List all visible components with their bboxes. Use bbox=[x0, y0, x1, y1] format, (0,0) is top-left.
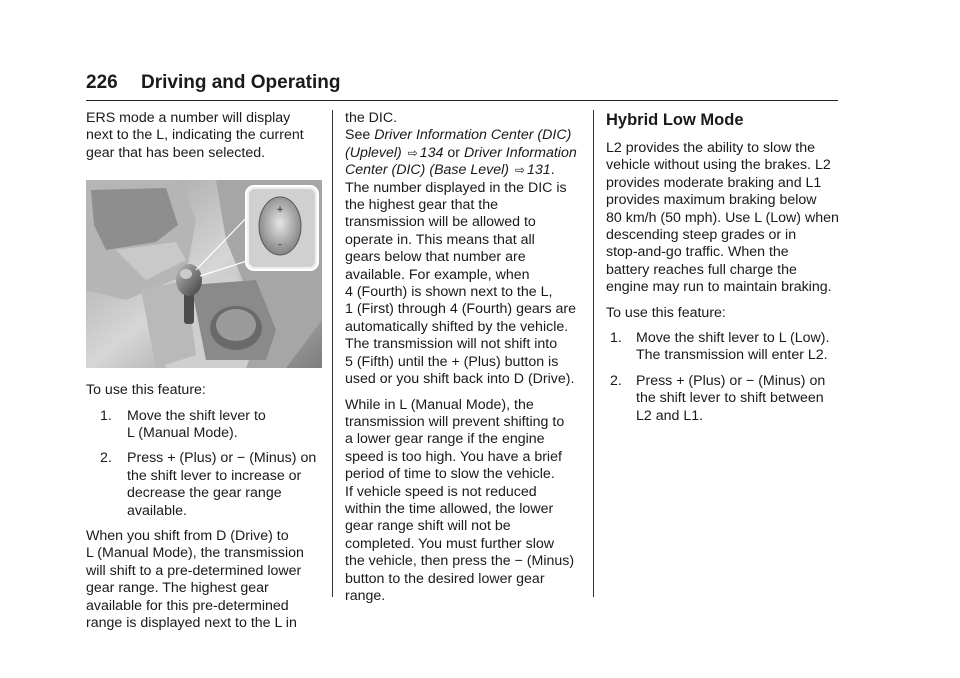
page-number: 226 bbox=[86, 72, 118, 93]
text-line: the shift lever to increase or bbox=[127, 467, 302, 484]
text-line: vehicle without using the brakes. L2 bbox=[606, 157, 831, 174]
text-line: engine may run to maintain braking. bbox=[606, 279, 832, 296]
text-line: the vehicle, then press the − (Minus) bbox=[345, 553, 575, 570]
text-line: Move the shift lever to bbox=[127, 407, 266, 424]
text-line: period of time to slow the vehicle. bbox=[345, 466, 555, 483]
use-feature-label: To use this feature: bbox=[86, 382, 206, 399]
text-line: L (Manual Mode). bbox=[127, 425, 238, 442]
text-line: stop-and-go traffic. When the bbox=[606, 244, 789, 261]
text-line: Press + (Plus) or − (Minus) on bbox=[127, 450, 317, 467]
text-line: the shift lever to shift between bbox=[636, 390, 824, 407]
column-3 bbox=[606, 110, 842, 433]
step-item bbox=[606, 330, 842, 365]
text-line: 4 (Fourth) is shown next to the L, bbox=[345, 284, 553, 301]
text-line: 5 (Fifth) until the + (Plus) button is bbox=[345, 353, 559, 370]
manual-mode-paragraph bbox=[345, 397, 583, 606]
page-header bbox=[86, 70, 838, 101]
text-line: gear that has been selected. bbox=[86, 144, 266, 161]
step-number: 1. bbox=[610, 330, 622, 347]
text-line: transmission will prevent shifting to bbox=[345, 413, 565, 430]
text-line: The number displayed in the DIC is bbox=[345, 179, 567, 196]
text-line: transmission will be allowed to bbox=[345, 214, 536, 231]
section-title: Driving and Operating bbox=[140, 72, 341, 93]
text-line: automatically shifted by the vehicle. bbox=[345, 318, 569, 335]
text-line: the highest gear that the bbox=[345, 197, 499, 214]
ref-link-dic-base-cont[interactable]: Center (DIC) (Base Level) bbox=[345, 162, 509, 179]
text-line: If vehicle speed is not reduced bbox=[345, 483, 537, 500]
text-line: gear range shift will not be bbox=[345, 518, 511, 535]
minus-label: – bbox=[277, 240, 283, 251]
text-line: provides maximum braking below bbox=[606, 192, 817, 209]
dic-paragraph bbox=[345, 110, 583, 389]
text-line: gears below that number are bbox=[345, 249, 526, 266]
or-word: or bbox=[447, 144, 461, 161]
shift-paragraph bbox=[86, 528, 322, 632]
text-line: descending steep grades or in bbox=[606, 227, 797, 244]
text-line: L2 and L1. bbox=[636, 407, 704, 424]
text-line: 80 km/h (50 mph). Use L (Low) when bbox=[606, 209, 839, 226]
text-line: L2 provides the ability to slow the bbox=[606, 140, 815, 156]
text-line: within the time allowed, the lower bbox=[345, 500, 554, 517]
text-line: While in L (Manual Mode), the bbox=[345, 396, 534, 413]
plus-label: + bbox=[276, 205, 284, 216]
text-line: L (Manual Mode), the transmission bbox=[86, 545, 304, 562]
page-reference-icon: ⇨ bbox=[514, 163, 526, 178]
ref-link-dic-uplevel[interactable]: Driver Information Center (DIC) bbox=[374, 127, 572, 144]
column-divider bbox=[332, 110, 333, 597]
text-line: Press + (Plus) or − (Minus) on bbox=[636, 372, 826, 389]
shift-lever-illustration bbox=[86, 180, 322, 368]
text-line: The transmission will not shift into bbox=[345, 336, 558, 353]
use-feature-label: To use this feature: bbox=[606, 304, 726, 321]
ref-link-dic-base[interactable]: Driver Information bbox=[463, 144, 577, 161]
ref-link-dic-uplevel-cont[interactable]: (Uplevel) bbox=[345, 144, 402, 161]
text-line: operate in. This means that all bbox=[345, 231, 535, 248]
text-line: available. For example, when bbox=[345, 266, 530, 283]
text-line: available for this pre-determined bbox=[86, 597, 289, 614]
text-line: Move the shift lever to L (Low). bbox=[636, 330, 830, 347]
text-line: button to the desired lower gear bbox=[345, 570, 545, 587]
hybrid-low-paragraph bbox=[606, 140, 842, 297]
text-line: available. bbox=[127, 502, 187, 519]
column-1 bbox=[86, 110, 322, 641]
section-heading: Hybrid Low Mode bbox=[606, 111, 744, 129]
text-line: range is displayed next to the L in bbox=[86, 615, 297, 632]
text-line: will shift to a pre-determined lower bbox=[86, 562, 302, 579]
text-line: speed is too high. You have a brief bbox=[345, 448, 562, 465]
text-line: decrease the gear range bbox=[127, 485, 282, 502]
ref-page-number[interactable]: 134 bbox=[419, 144, 444, 161]
step-number: 1. bbox=[100, 407, 112, 424]
text-line: the DIC. bbox=[345, 110, 398, 126]
step-number: 2. bbox=[610, 372, 622, 389]
column-2 bbox=[345, 110, 583, 613]
see-word: See bbox=[345, 127, 371, 144]
ref-page-number[interactable]: 131 bbox=[527, 162, 551, 179]
step-number: 2. bbox=[100, 450, 112, 467]
text-line: Center (DIC) (Base Level) ⇨ 131. bbox=[345, 162, 555, 179]
step-item bbox=[86, 450, 322, 520]
shift-lever-figure bbox=[86, 180, 322, 368]
step-item bbox=[86, 408, 322, 443]
page-reference-icon: ⇨ bbox=[407, 145, 418, 160]
text-line: range. bbox=[345, 587, 386, 604]
text-line: The transmission will enter L2. bbox=[636, 347, 828, 364]
text-line bbox=[345, 145, 583, 162]
text-line: a lower gear range if the engine bbox=[345, 431, 545, 448]
text-line: 1 (First) through 4 (Fourth) gears are bbox=[345, 301, 577, 318]
text-line bbox=[345, 127, 583, 144]
intro-paragraph bbox=[86, 110, 322, 162]
column-divider bbox=[593, 110, 594, 597]
text-line: battery reaches full charge the bbox=[606, 261, 797, 278]
text-line: When you shift from D (Drive) to bbox=[86, 528, 289, 545]
text-line: gear range. The highest gear bbox=[86, 580, 269, 597]
text-line: used or you shift back into D (Drive). bbox=[345, 371, 575, 388]
step-item bbox=[606, 373, 842, 425]
text-line: completed. You must further slow bbox=[345, 535, 554, 552]
text-line: next to the L, indicating the current bbox=[86, 127, 304, 144]
text-line: ERS mode a number will display bbox=[86, 110, 291, 126]
text-line: provides moderate braking and L1 bbox=[606, 174, 822, 191]
